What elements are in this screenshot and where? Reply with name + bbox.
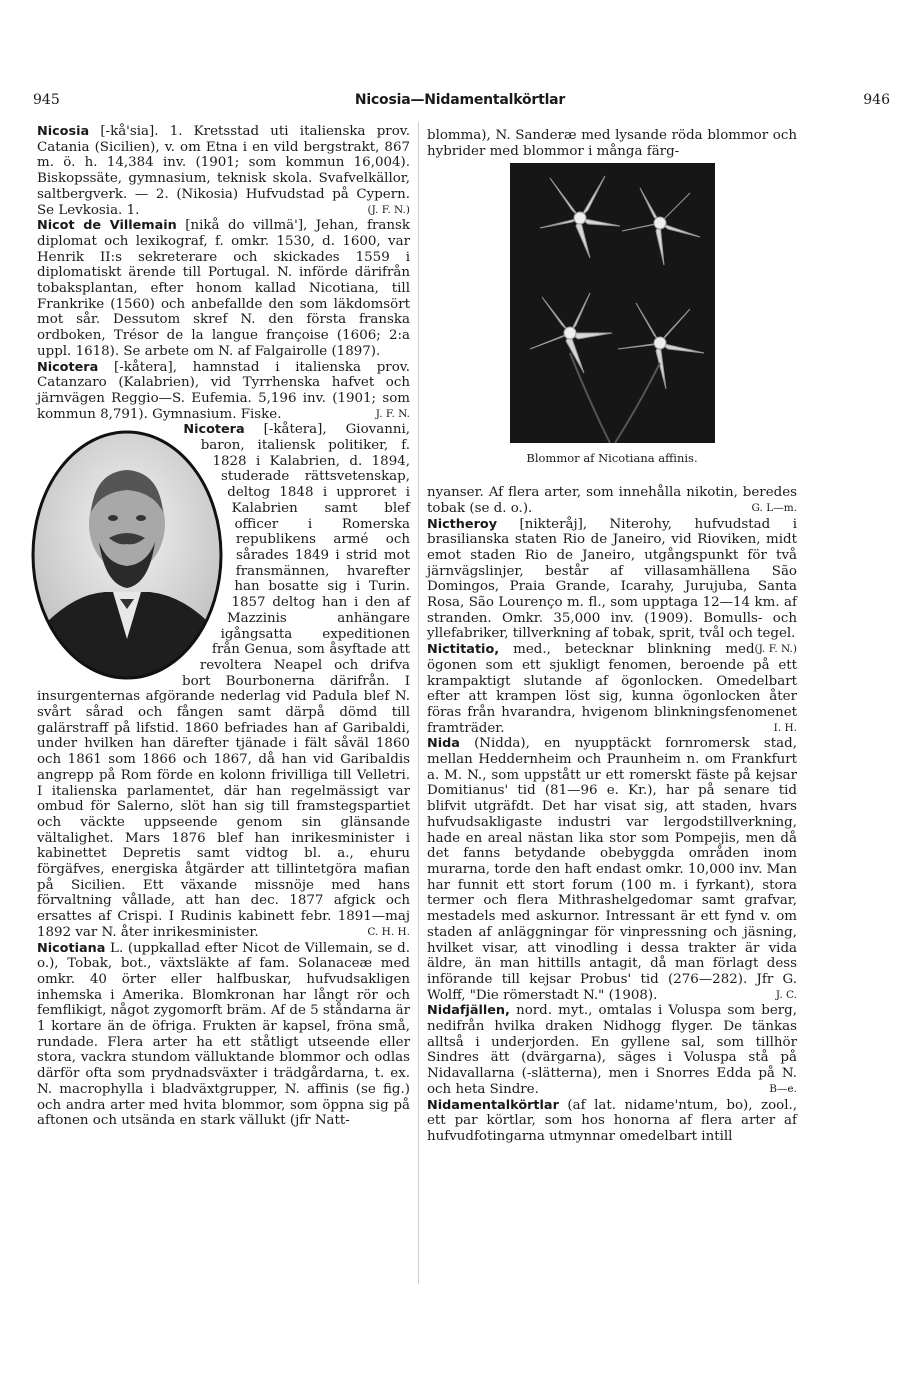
entry-nicotiana bbox=[37, 941, 410, 1129]
entry-text: (af lat. nidame'ntum, bo), zool., ett par körtlar, som hos honorna af flera arter af hufvudfotingarna utmynnar omedelbart intill bbox=[427, 1097, 797, 1144]
right-column bbox=[427, 128, 797, 1145]
author-signature: (J. F. N.) bbox=[754, 643, 797, 656]
headword: Nictheroy bbox=[427, 516, 498, 532]
entry-text: L. (uppkallad efter Nicot de Villemain, se d. o.), Tobak, bot., växtsläkte af fam. Solanaceæ med omkr. 40 örter eller halfbuskar, hufvudsakligen inhemska i Amerika. Blomkronan har långt rör och femflikigt, något zygomorft bräm. Af de 5 ståndarna är 1 kortare än de öfriga. Frukten är kapsel, fröna små, rundade. Flera arter ha ett ståtligt utseende eller stora, vackra stundom välluktande blommor och odlas därför ofta som prydnadsväxter i trädgårdarna, t. ex. N. macrophylla i bladväxtgrupper, N. affinis (se fig.) och andra arter med hvita blommor, som öppna sig på aftonen och utsända en stark vällukt (jfr Natt- bbox=[37, 940, 410, 1129]
author-signature: G. L—m. bbox=[751, 501, 797, 514]
entry-nicotera-town bbox=[37, 360, 410, 423]
entry-nida bbox=[427, 736, 797, 1003]
headword: Nida bbox=[427, 736, 460, 752]
headword: Nidafjällen, bbox=[427, 1003, 510, 1019]
entry-nicotiana-end bbox=[427, 485, 797, 516]
page-title: Nicosia—Nidamentalkörtlar bbox=[354, 92, 566, 108]
author-signature: I. H. bbox=[773, 721, 797, 734]
entry-nicot bbox=[37, 218, 410, 359]
entry-text: [-kå'sia]. 1. Kretsstad uti italienska prov. Catania (Sicilien), v. om Etna i en vild bergstrakt, 867 m. ö. h. 14,384 inv. (1901; som kommun 16,004). Biskopssäte, gymnasium, teknisk skola. Svafvelkällor, saltbergverk. — 2. (Nikosia) Hufvudstad på Cypern. Se Levkosia. 1. bbox=[37, 124, 410, 218]
author-signature: C. H. H. bbox=[367, 925, 410, 938]
headword: Nicotera bbox=[183, 422, 245, 438]
headword: Nicotiana bbox=[37, 940, 106, 956]
page-number-left: 945 bbox=[33, 92, 60, 108]
entry-text: med., betecknar blinkning med ögonen som ett sjukligt fenomen, beroende på ett krampaktigt slutande af ögonlocken. Omedelbart efter att krampen löst sig, kunna ögonlocken åter föras från hvarandra, hvigenom blinkningsfenomenet framträder. bbox=[427, 642, 797, 736]
headword: Nicot de Villemain bbox=[37, 218, 177, 234]
headword: Nidamentalkörtlar bbox=[427, 1097, 559, 1113]
entry-nidafjallen bbox=[427, 1003, 797, 1097]
entry-nidamentalkortlar bbox=[427, 1098, 797, 1145]
entry-text: [-kåtera], Giovanni, baron, italiensk politiker, f. 1828 i Kalabrien, d. 1894, studerade rättsvetenskap, deltog 1848 i upproret i Kalabrien samt blef officer i Romerska republikens armé och sårades 1849 i strid mot fransmännen, hvarefter han bosatte sig i Turin. 1857 deltog han i den af Mazzinis anhängare igångsatta expeditionen från Genua, som åsyftade att revoltera Neapel och drifva bort Bourbonerna därifrån. I insurgenternas afgörande nederlag vid Padula blef N. svårt sårad och fången samt därpå dömd till galärstraff på lifstid. 1860 befriades han af Garibaldi, under hvilken han därefter tjänade i fält såväl 1860 och 1861 som 1866 och 1867, då han vid Garibaldis angrepp på Rom förde en kolonn frivilliga till Velletri. I italienska parlamentet, där han regelmässigt var ombud för Salerno, slöt han sig till framstegspartiet och väckte uppseende genom sin glänsande vältalighet. Mars 1876 blef han inrikesminister i kabinettet Depretis samt vidtog bl. a., ehuru förgäfves, energiska åtgärder att tillintetgöra mafian på Sicilien. Ett växande missnöje med hans förvaltning vållade, att han dec. 1877 afgick och ersattes af Crispi. I Rudinis kabinett febr. 1891—maj 1892 var N. åter inrikesminister. bbox=[37, 422, 410, 940]
portrait-image bbox=[25, 424, 230, 686]
author-signature: B—e. bbox=[769, 1082, 797, 1095]
entry-text: (Nidda), en nyupptäckt fornromersk stad, mellan Heddernheim och Praunheim n. om Frankfurt a. M. N., som uppstått ur ett romerskt fäste på kejsar Domitianus' tid (81—96 e. Kr.), har på senare tid blifvit utgräfdt. Det har visat sig, att staden, hvars hufvudsakligaste industri var lergodstillverkning, hade en areal nästan lika stor som Pompejis, men då det fanns betydande obebyggda områden inom murarna, torde den haft endast omkr. 10,000 inv. Man har funnit ett stort forum (100 m. i fyrkant), stora termer och flera Mithrashelgedomar samt grafvar, mestadels med askurnor. Intressant är ett fynd v. om staden af anläggningar för vinpressning och jäsning, hvilket visar, att vinodling i dessa trakter är vida äldre, än man hittills antagit, då man förlagt dess införande till kejsar Probus' tid (276—282). Jfr G. Wolff, "Die römerstadt N." (1908). bbox=[427, 736, 797, 1003]
headword: Nictitatio, bbox=[427, 642, 500, 658]
entry-nicosia bbox=[37, 124, 410, 218]
entry-text: [nikteråj], Niterohy, hufvudstad i brasilianska staten Rio de Janeiro, vid Rioviken, midt emot staden Rio de Janeiro, utgångspunkt för två järnvägslinjer, består af villasamhällena São Domingos, Praia Grande, Icarahy, Jurujuba, Santa Rosa, São Lourenço m. fl., som upptaga 12—14 km. af stranden. Omkr. 35,000 inv. (1909). Bomulls- och yllefabriker, tillverkning af tobak, sprit, tvål och tegel. bbox=[427, 516, 797, 642]
flower-photograph bbox=[510, 163, 715, 443]
entry-text: nyanser. Af flera arter, som innehålla nikotin, beredes tobak (se d. o.). bbox=[427, 485, 797, 516]
author-signature: J. F. N. bbox=[375, 407, 410, 420]
author-signature: J. C. bbox=[775, 988, 797, 1001]
entry-text: blomma), N. Sanderæ med lysande röda blommor och hybrider med blommor i många färg- bbox=[427, 128, 797, 159]
page-number-right: 946 bbox=[863, 92, 890, 108]
portrait-graphic bbox=[25, 424, 230, 686]
figure-caption: Blommor af Nicotiana affinis. bbox=[526, 451, 698, 466]
author-signature: (J. F. N.) bbox=[367, 203, 410, 216]
entry-nictitatio bbox=[427, 642, 797, 736]
headword: Nicotera bbox=[37, 359, 99, 375]
entry-text: [nikå do villmä'], Jehan, fransk diplomat och lexikograf, f. omkr. 1530, d. 1600, var Henrik II:s sekreterare och skickades 1559 i diplomatiskt ärende till Portugal. N. införde därifrån tobaksplantan, efter honom kallad Nicotiana, till Frankrike (1560) och anbefallde den som läkdomsört mot sår. Dessutom skref N. den första franska ordboken, Trésor de la langue françoise (1606; 2:a uppl. 1618). Se arbete om N. af Falgairolle (1897). bbox=[37, 218, 410, 359]
entry-text: [-kåtera], hamnstad i italienska prov. Catanzaro (Kalabrien), vid Tyrrhenska hafvet och järnvägen Reggio—S. Eufemia. 5,196 inv. (1901; som kommun 8,791). Gymnasium. Fiske. bbox=[37, 359, 410, 422]
entry-text: nord. myt., omtalas i Voluspa som berg, nedifrån hvilka draken Nidhogg flyger. De tänkas alltså i underjorden. En gyllene sal, som tillhör Sindres ätt (dvärgarna), säges i Voluspa stå på Nidavallarna (-slätterna), men i Snorres Edda på N. och heta Sindre. bbox=[427, 1003, 797, 1097]
page-header bbox=[30, 92, 890, 116]
entry-nicotiana-continued bbox=[427, 128, 797, 159]
flower-figure bbox=[427, 163, 797, 467]
headword: Nicosia bbox=[37, 124, 90, 139]
column-divider bbox=[418, 122, 419, 1284]
left-column bbox=[37, 124, 410, 1129]
